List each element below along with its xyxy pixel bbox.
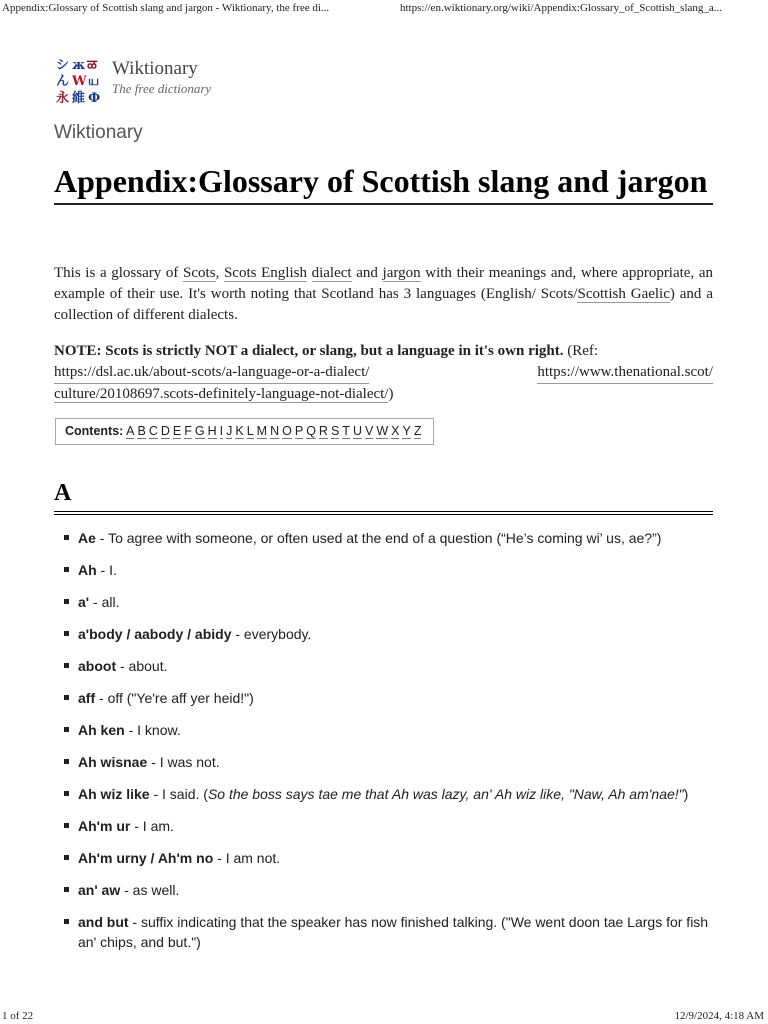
- glossary-entry: [62, 880, 722, 900]
- ref-link-thenational-cont[interactable]: culture/20108697.scots-definitely-language-not-dialect/: [54, 386, 389, 402]
- entry-definition: - I know.: [124, 722, 181, 738]
- toc-letter-r[interactable]: R: [318, 424, 328, 438]
- entry-term: a'body / aabody / abidy: [78, 626, 232, 642]
- svg-text:ん: ん: [56, 74, 70, 89]
- glossary-entry: [62, 848, 722, 868]
- entry-definition: - all.: [89, 594, 120, 610]
- toc-letter-b[interactable]: B: [137, 424, 146, 438]
- svg-text:ж: ж: [72, 58, 86, 73]
- intro-text: and: [351, 265, 383, 281]
- entry-term: Ah'm ur: [78, 818, 131, 834]
- svg-text:維: 維: [72, 91, 86, 106]
- section-heading-a: A: [54, 478, 713, 515]
- toc-letter-n[interactable]: N: [270, 424, 280, 438]
- toc-letter-y[interactable]: Y: [402, 424, 411, 438]
- intro-text: This is a glossary of: [54, 265, 184, 281]
- glossary-entry: [62, 912, 722, 952]
- toc-letter-z[interactable]: Z: [413, 424, 422, 438]
- svg-text:W: W: [72, 74, 87, 89]
- svg-text:Ф: Ф: [88, 91, 101, 106]
- page-count: 1 of 22: [2, 1010, 34, 1022]
- print-header-url: https://en.wiktionary.org/wiki/Appendix:Glossary_of_Scottish_slang_a...: [400, 2, 723, 14]
- link-dialect[interactable]: dialect: [311, 265, 352, 281]
- toc-letter-i[interactable]: I: [219, 424, 224, 438]
- print-header: [0, 0, 768, 16]
- toc-letter-m[interactable]: M: [256, 424, 268, 438]
- ref-link-dsl[interactable]: https://dsl.ac.uk/about-scots/a-language-or-a-dialect/: [54, 362, 369, 384]
- link-jargon[interactable]: jargon: [382, 265, 421, 281]
- entry-definition: - I was not.: [147, 754, 220, 770]
- glossary-entry: [62, 560, 722, 580]
- toc-letter-g[interactable]: G: [194, 424, 205, 438]
- entry-term: and but: [78, 914, 129, 930]
- note-ref-close: ): [388, 386, 394, 402]
- entry-term: aff: [78, 690, 96, 706]
- entry-term: Ae: [78, 530, 96, 546]
- site-name: Wiktionary: [54, 122, 143, 143]
- entry-definition: - about.: [116, 658, 168, 674]
- intro-text: ,: [215, 265, 224, 281]
- ref-link-thenational[interactable]: https://www.thenational.scot/: [537, 362, 713, 384]
- toc-letter-d[interactable]: D: [160, 424, 170, 438]
- toc-letter-s[interactable]: S: [330, 424, 340, 438]
- entry-example: So the boss says tae me that Ah was lazy, an' Ah wiz like, "Naw, Ah am'nae!": [207, 786, 684, 802]
- toc-letter-x[interactable]: X: [391, 424, 400, 438]
- entry-after: ): [683, 786, 689, 802]
- entry-term: a': [78, 594, 90, 610]
- toc-letter-f[interactable]: F: [184, 424, 192, 438]
- entry-definition: - I.: [96, 562, 117, 578]
- toc-letter-q[interactable]: Q: [306, 424, 316, 438]
- link-scots-english[interactable]: Scots English: [223, 265, 307, 281]
- toc-letter-u[interactable]: U: [352, 424, 362, 438]
- toc-letter-k[interactable]: K: [235, 424, 244, 438]
- intro-paragraph: [54, 263, 713, 326]
- toc-letter-a[interactable]: A: [126, 424, 135, 438]
- entry-term: an' aw: [78, 882, 121, 898]
- entry-definition: - everybody.: [231, 626, 312, 642]
- glossary-entry: [62, 592, 722, 612]
- print-header-title: Appendix:Glossary of Scottish slang and jargon - Wiktionary, the free di...: [2, 2, 330, 14]
- glossary-entry: [62, 688, 722, 708]
- glossary-entry: [62, 720, 722, 740]
- link-scots[interactable]: Scots: [183, 265, 216, 281]
- entry-definition: - To agree with someone, or often used at the end of a question (“He’s coming wi’ us, ae?”): [95, 530, 662, 546]
- toc-letter-e[interactable]: E: [172, 424, 182, 438]
- toc-letter-l[interactable]: L: [246, 424, 254, 438]
- toc-letter-h[interactable]: H: [207, 424, 217, 438]
- toc-letter-v[interactable]: V: [364, 424, 374, 438]
- logo-tagline: The free dictionary: [112, 81, 212, 96]
- intro-text: [307, 265, 312, 281]
- wiktionary-logo-icon[interactable]: [54, 56, 104, 106]
- svg-text:シ: シ: [56, 58, 70, 73]
- glossary-entry: [62, 624, 722, 644]
- entry-term: aboot: [78, 658, 117, 674]
- svg-text:ळ: ळ: [87, 58, 97, 73]
- table-of-contents: [55, 418, 434, 445]
- entry-definition: - I am.: [130, 818, 174, 834]
- toc-letter-o[interactable]: O: [282, 424, 292, 438]
- toc-letter-c[interactable]: C: [148, 424, 158, 438]
- entry-term: Ah'm urny / Ah'm no: [78, 850, 214, 866]
- entry-definition: - I am not.: [213, 850, 281, 866]
- toc-letter-w[interactable]: W: [376, 424, 389, 438]
- note-ref-open: (Ref:: [563, 343, 599, 359]
- toc-letter-j[interactable]: J: [226, 424, 233, 438]
- entry-term: Ah wiz like: [78, 786, 150, 802]
- note-bold: NOTE: Scots is strictly NOT a dialect, or slang, but a language in it's own right.: [54, 343, 564, 359]
- glossary-entry: [62, 784, 722, 804]
- entry-definition: - off ("Ye're aff yer heid!"): [95, 690, 254, 706]
- glossary-entry: [62, 752, 722, 772]
- note-paragraph: [54, 341, 713, 405]
- entry-definition: - as well.: [120, 882, 180, 898]
- print-date: 12/9/2024, 4:18 AM: [674, 1010, 764, 1022]
- glossary-list: [62, 528, 722, 964]
- glossary-entry: [62, 816, 722, 836]
- logo-wordmark: Wiktionary: [112, 58, 198, 79]
- glossary-entry: [62, 528, 722, 548]
- entry-term: Ah: [78, 562, 97, 578]
- glossary-entry: [62, 656, 722, 676]
- svg-text:永: 永: [56, 91, 70, 106]
- logo-text[interactable]: [112, 58, 211, 98]
- intro-text: ) and a collection of different dialects.: [54, 286, 713, 323]
- intro-text: with their meanings and, where appropriate, an example of their use. It's worth noting that Scotland has 3 languages (English/ Scots/: [54, 265, 714, 302]
- page-title: Appendix:Glossary of Scottish slang and jargon: [54, 163, 713, 205]
- toc-letters: [126, 424, 424, 438]
- print-footer: [0, 1008, 768, 1024]
- entry-definition: - suffix indicating that the speaker has now finished talking. ("We went doon tae Largs for fish an' chips, and but."): [78, 914, 709, 950]
- entry-definition: - I said. (: [149, 786, 208, 802]
- entry-term: Ah wisnae: [78, 754, 148, 770]
- entry-term: Ah ken: [78, 722, 125, 738]
- link-scottish-gaelic[interactable]: Scottish Gaelic: [577, 286, 670, 302]
- toc-label: Contents:: [65, 424, 124, 438]
- toc-letter-t[interactable]: T: [342, 424, 350, 438]
- svg-text:ய: ய: [88, 74, 100, 89]
- toc-letter-p[interactable]: P: [294, 424, 304, 438]
